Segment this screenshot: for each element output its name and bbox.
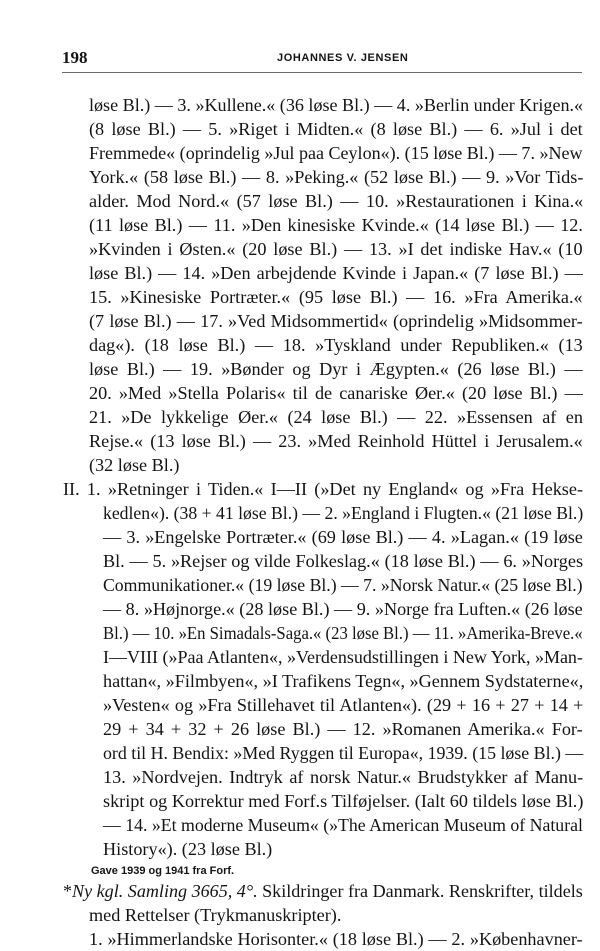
text-line: 1. »Himmerlandske Horisonter.« (18 løse Bl.) — 2. »Københavner- — [89, 929, 583, 949]
text-line: (7 løse Bl.) — 17. »Ved Midsommertid« (oprindelig »Midsommer- — [89, 311, 583, 331]
text-line: Fremmede« (oprindelig »Jul paa Ceylon«). (15 løse Bl.) — 7. »New — [89, 143, 583, 163]
text-line: — 8. »Højnorge.« (28 løse Bl.) — 9. »Norge fra Luften.« (26 løse — [103, 599, 583, 619]
text-line: 15. »Kinesiske Portræter.« (95 løse Bl.) — 16. »Fra Amerika.« — [89, 287, 583, 307]
text-line: 29 + 34 + 32 + 26 løse Bl.) — 12. »Romanen Amerika.« For- — [103, 719, 583, 739]
text-line: Communikationer.« (19 løse Bl.) — 7. »Norsk Natur.« (25 løse Bl.) — [103, 575, 583, 595]
text-line: skript og Korrektur med Forf.s Tilføjelser. (Ialt 60 tildels løse Bl.) — [103, 791, 584, 811]
text-line: ord til H. Bendix: »Med Ryggen til Europa«, 1939. (15 løse Bl.) — — [103, 743, 584, 763]
text-line: kedlen«). (38 + 41 løse Bl.) — 2. »England i Flugten.« (21 løse Bl.) — [103, 503, 584, 523]
text-line: — 14. »Et moderne Museum« (»The American Museum of Natural — [103, 815, 583, 835]
text-line: alder. Mod Nord.« (57 løse Bl.) — 10. »Restaurationen i Kina.« — [89, 191, 584, 211]
text-line: hattan«, »Filmbyen«, »I Trafikens Tegn«, »Gennem Sydstaterne«, — [103, 671, 584, 691]
text-line: Rejse.« (13 løse Bl.) — 23. »Med Reinhold Hüttel i Jerusalem.« — [89, 431, 583, 451]
text-line: løse Bl.) — 3. »Kullene.« (36 løse Bl.) — 4. »Berlin under Krigen.« — [89, 95, 584, 115]
text-line: »Vesten« og »Fra Stillehavet til Atlanten«). (29 + 16 + 27 + 14 + — [103, 695, 584, 715]
text-line: (11 løse Bl.) — 11. »Den kinesiske Kvinde.« (14 løse Bl.) — 12. — [89, 215, 583, 235]
text-line: dag«). (18 løse Bl.) — 18. »Tyskland under Republiken.« (13 — [89, 335, 583, 355]
text-line: »Kvinden i Østen.« (20 løse Bl.) — 13. »I det indiske Hav.« (10 — [89, 239, 583, 259]
page-header — [62, 48, 582, 72]
text-line: 21. »De lykkelige Øer.« (24 løse Bl.) — 22. »Essensen af en — [89, 407, 583, 427]
text-line: (32 løse Bl.) — [89, 455, 180, 475]
text-line: med Rettelser (Trykmanuskripter). — [89, 905, 342, 925]
text-line: II. 1. »Retninger i Tiden.« I—II (»Det ny England« og »Fra Hekse- — [63, 479, 583, 499]
collection-heading: *Ny kgl. Samling 3665, 4°. Skildringer fra Danmark. Renskrifter, tildels — [63, 881, 583, 901]
page-number: 198 — [62, 48, 88, 67]
text-line: løse Bl.) — 19. »Bønder og Dyr i Ægypten.« (26 løse Bl.) — — [89, 359, 583, 379]
text-line: York.« (58 løse Bl.) — 8. »Peking.« (52 løse Bl.) — 9. »Vor Tids- — [89, 167, 584, 187]
header-rule — [62, 72, 582, 73]
text-line: 20. »Med »Stella Polaris« til de canariske Øer.« (20 løse Bl.) — — [89, 383, 583, 403]
text-line: Bl.) — 10. »En Simadals-Saga.« (23 løse Bl.) — 11. »Amerika-Breve.« — [103, 623, 583, 643]
text-line: History«). (23 løse Bl.) — [103, 839, 273, 859]
text-line: I—VIII (»Paa Atlanten«, »Verdensudstillingen i New York, »Man- — [103, 647, 583, 667]
provenance-note: Gave 1939 og 1941 fra Forf. — [91, 865, 235, 877]
text-line: 13. »Nordvejen. Indtryk af norsk Natur.« Brudstykker af Manu- — [103, 767, 584, 787]
running-head: JOHANNES V. JENSEN — [277, 52, 409, 64]
text-line: (8 løse Bl.) — 5. »Riget i Midten.« (8 løse Bl.) — 6. »Jul i det — [89, 119, 583, 139]
text-line: løse Bl.) — 14. »Den arbejdende Kvinde i Japan.« (7 løse Bl.) — — [89, 263, 583, 283]
text-line: Bl. — 5. »Rejser og vilde Folkeslag.« (18 løse Bl.) — 6. »Norges — [103, 551, 584, 571]
text-line: — 3. »Engelske Portræter.« (69 løse Bl.) — 4. »Lagan.« (19 løse — [103, 527, 583, 547]
